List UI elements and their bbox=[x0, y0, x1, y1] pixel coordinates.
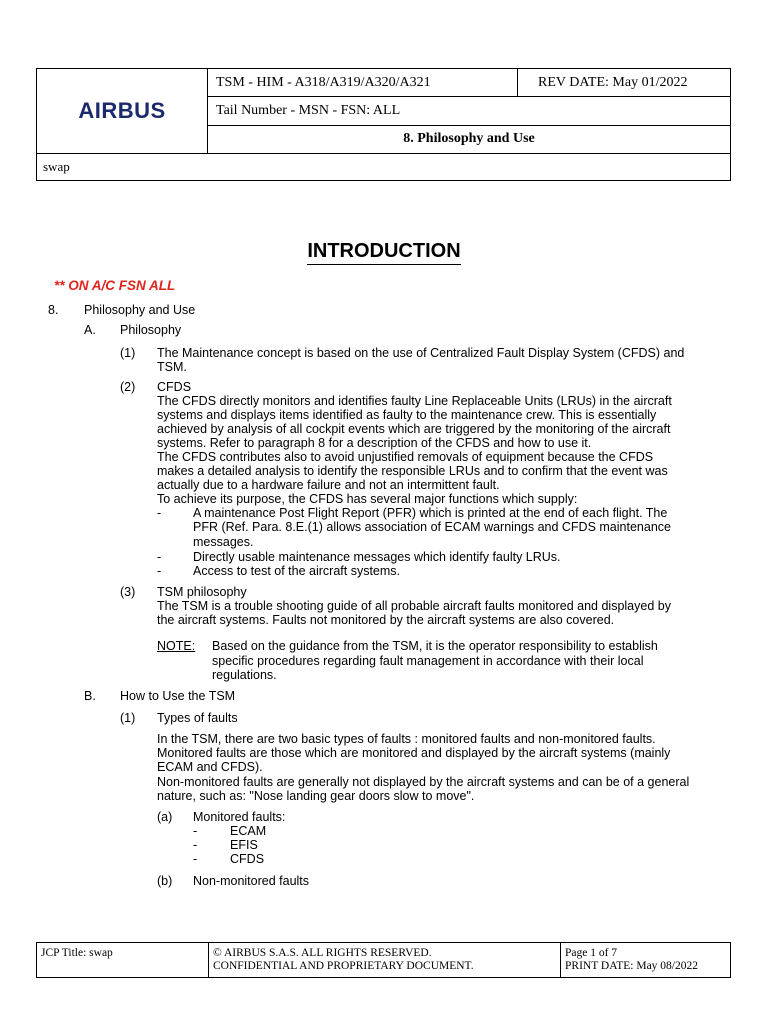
para-b1-line: In the TSM, there are two basic types of faults : monitored faults and non-monitored faults. bbox=[157, 732, 656, 746]
note-line: specific procedures regarding fault management in accordance with their local bbox=[212, 654, 644, 668]
para-b1-line: Non-monitored faults are generally not displayed by the aircraft systems and can be of a general bbox=[157, 775, 690, 789]
airbus-logo bbox=[37, 69, 208, 153]
document-footer bbox=[36, 942, 731, 978]
subsection-a-number: A. bbox=[84, 323, 96, 337]
para-b1-line: Monitored faults are those which are monitored and displayed by the aircraft systems (mainly bbox=[157, 746, 671, 760]
para-1-line: The Maintenance concept is based on the use of Centralized Fault Display System (CFDS) and bbox=[157, 346, 685, 360]
para-2-line: The CFDS contributes also to avoid unjustified removals of equipment because the CFDS bbox=[157, 450, 654, 464]
para-2-line: actually due to a hardware failure and not an intermittent fault. bbox=[157, 478, 500, 492]
para-3-line: the aircraft systems. Faults not monitored by the aircraft systems are also covered. bbox=[157, 613, 615, 627]
effectivity-label: ** ON A/C FSN ALL bbox=[54, 278, 176, 293]
tail-number: Tail Number - MSN - FSN: ALL bbox=[216, 102, 401, 118]
rev-date: REV DATE: May 01/2022 bbox=[538, 74, 688, 90]
bullet-1-line: PFR (Ref. Para. 8.E.(1) allows association of ECAM warnings and CFDS maintenance bbox=[193, 520, 671, 534]
bullet-3: Access to test of the aircraft systems. bbox=[193, 564, 401, 578]
header-subject: swap bbox=[43, 159, 70, 174]
para-2-line: achieved by analysis of all cockpit events which are triggered by the monitoring of the aircraft bbox=[157, 422, 671, 436]
subsection-b-number: B. bbox=[84, 689, 96, 703]
footer-page-info bbox=[561, 943, 730, 977]
bullet-dash: - bbox=[193, 838, 198, 852]
para-b1-line: ECAM and CFDS). bbox=[157, 760, 263, 774]
para-2-title: CFDS bbox=[157, 380, 192, 394]
header-row-manual bbox=[208, 69, 730, 97]
bullet-dash: - bbox=[157, 550, 162, 564]
para-2-line: systems. Refer to paragraph 8 for a description of the CFDS and how to use it. bbox=[157, 436, 592, 450]
section-heading: Philosophy and Use bbox=[84, 303, 196, 317]
header-row-tail bbox=[208, 97, 730, 125]
bullet-dash: - bbox=[193, 824, 198, 838]
bullet-dash: - bbox=[193, 852, 198, 866]
page-number: Page 1 of 7 bbox=[565, 947, 618, 959]
item-a-title: Monitored faults: bbox=[193, 810, 286, 824]
list-item-cfds: CFDS bbox=[230, 852, 265, 866]
bullet-dash: - bbox=[157, 564, 162, 578]
para-2-line: The CFDS directly monitors and identifies faulty Line Replaceable Units (LRUs) in the aircraft bbox=[157, 394, 672, 408]
para-b1-number: (1) bbox=[120, 711, 136, 725]
para-1-line: TSM. bbox=[157, 360, 187, 374]
para-3-title: TSM philosophy bbox=[157, 585, 247, 599]
bullet-2: Directly usable maintenance messages which identify faulty LRUs. bbox=[193, 550, 561, 564]
footer-copyright bbox=[209, 943, 561, 977]
airbus-logo-text: AIRBUS bbox=[78, 98, 166, 123]
para-2-line: To achieve its purpose, the CFDS has several major functions which supply: bbox=[157, 492, 578, 506]
item-b-number: (b) bbox=[157, 874, 173, 888]
para-2-line: systems and displays items identified as faulty to the maintenance crew. This is essentially bbox=[157, 408, 657, 422]
bullet-1-line: messages. bbox=[193, 535, 254, 549]
document-header bbox=[36, 68, 731, 181]
para-2-line: makes a detailed analysis to identify the responsible LRUs and to confirm that the event was bbox=[157, 464, 668, 478]
confidential-line: CONFIDENTIAL AND PROPRIETARY DOCUMENT. bbox=[213, 960, 474, 972]
section-number: 8. bbox=[48, 303, 59, 317]
manual-title: TSM - HIM - A318/A319/A320/A321 bbox=[208, 69, 518, 96]
bullet-dash: - bbox=[157, 506, 162, 520]
note-label: NOTE: bbox=[157, 639, 196, 653]
header-info bbox=[208, 69, 730, 153]
print-date: PRINT DATE: May 08/2022 bbox=[565, 960, 698, 972]
para-b1-line: nature, such as: "Nose landing gear doors slow to move". bbox=[157, 789, 475, 803]
para-3-line: The TSM is a trouble shooting guide of all probable aircraft faults monitored and displayed by bbox=[157, 599, 671, 613]
section-title: 8. Philosophy and Use bbox=[403, 131, 535, 147]
list-item-efis: EFIS bbox=[230, 838, 258, 852]
list-item-ecam: ECAM bbox=[230, 824, 267, 838]
para-1-number: (1) bbox=[120, 346, 136, 360]
para-b1-title: Types of faults bbox=[157, 711, 238, 725]
header-row-section bbox=[208, 126, 730, 153]
item-a-number: (a) bbox=[157, 810, 173, 824]
subsection-a-title: Philosophy bbox=[120, 323, 182, 337]
footer-jcp-title: JCP Title: swap bbox=[37, 943, 209, 977]
para-3-number: (3) bbox=[120, 585, 136, 599]
page-title: INTRODUCTION bbox=[307, 240, 460, 265]
copyright-line: © AIRBUS S.A.S. ALL RIGHTS RESERVED. bbox=[213, 947, 432, 959]
page-title-wrap bbox=[0, 240, 768, 263]
bullet-1-line: A maintenance Post Flight Report (PFR) which is printed at the end of each flight. The bbox=[193, 506, 668, 520]
item-b-title: Non-monitored faults bbox=[193, 874, 310, 888]
header-top-row bbox=[37, 69, 730, 154]
subsection-b-title: How to Use the TSM bbox=[120, 689, 236, 703]
note-line: Based on the guidance from the TSM, it is the operator responsibility to establish bbox=[212, 639, 658, 653]
note-line: regulations. bbox=[212, 668, 277, 682]
para-2-number: (2) bbox=[120, 380, 136, 394]
